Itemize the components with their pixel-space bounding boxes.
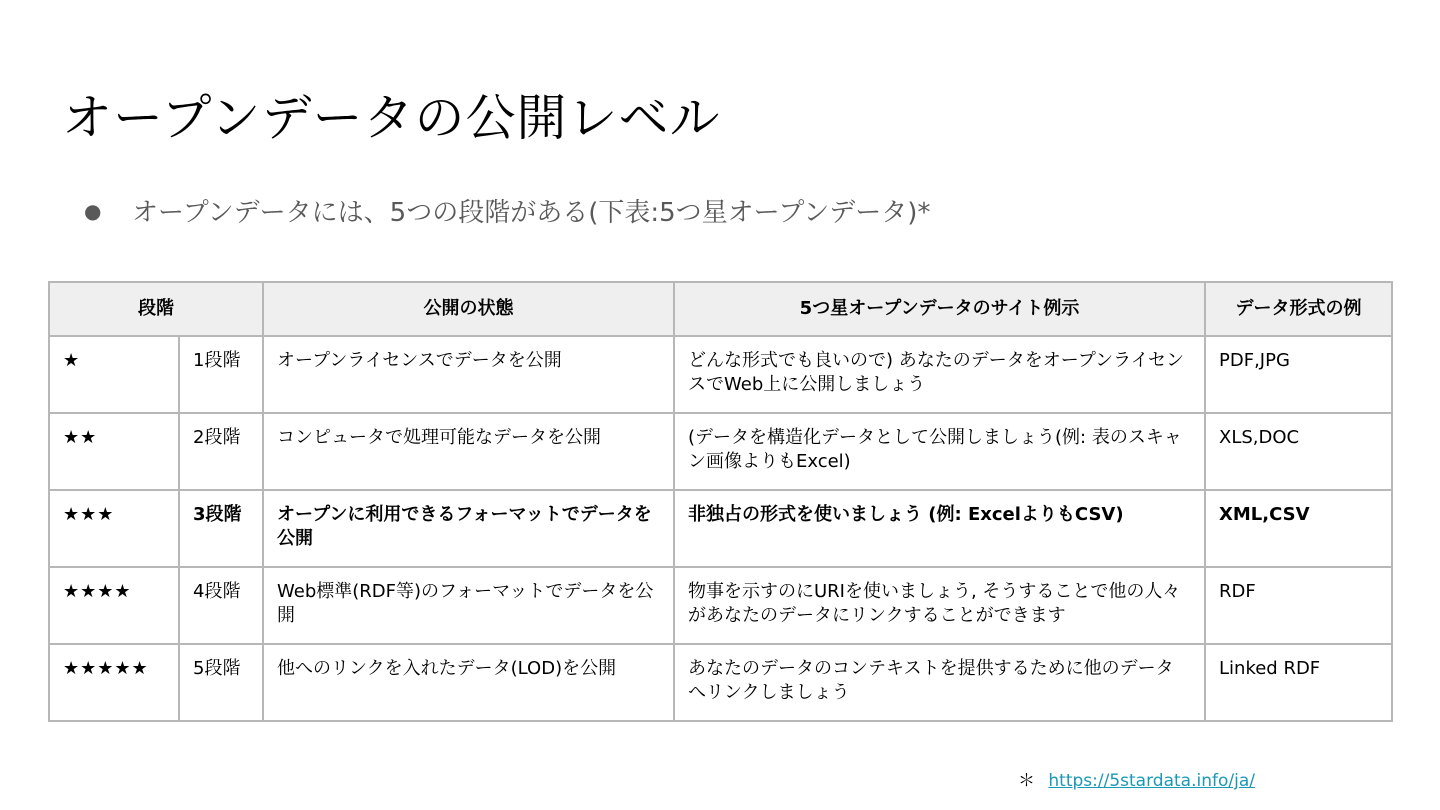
bullet-text: オープンデータには、5つの段階がある(下表:5つ星オープンデータ)* [132,198,931,228]
level-cell: 4段階 [179,567,263,644]
state-cell: オープンライセンスでデータを公開 [263,336,674,413]
level-cell: 2段階 [179,413,263,490]
example-cell: どんな形式でも良いので) あなたのデータをオープンライセンスでWeb上に公開しましょう [674,336,1205,413]
format-cell: RDF [1205,567,1392,644]
format-cell: XLS,DOC [1205,413,1392,490]
header-level: 段階 [49,282,263,336]
stars-cell: ★★★★★ [49,644,179,721]
state-cell: オープンに利用できるフォーマットでデータを公開 [263,490,674,567]
level-cell: 3段階 [179,490,263,567]
bullet-marker: ● [84,198,102,223]
example-cell: (データを構造化データとして公開しましょう(例: 表のスキャン画像よりもExcel) [674,413,1205,490]
header-state: 公開の状態 [263,282,674,336]
stars-cell: ★★★★ [49,567,179,644]
table-row [49,413,1392,490]
example-cell: 物事を示すのにURIを使いましょう, そうすることで他の人々があなたのデータにリンクすることができます [674,567,1205,644]
five-star-table [48,281,1393,722]
bullet-item [84,192,930,229]
table-row [49,567,1392,644]
table-row [49,336,1392,413]
header-example: 5つ星オープンデータのサイト例示 [674,282,1205,336]
footnote [1018,766,1255,791]
table-row [49,644,1392,721]
table-header-row [49,282,1392,336]
stars-cell: ★★ [49,413,179,490]
format-cell: PDF,JPG [1205,336,1392,413]
format-cell: Linked RDF [1205,644,1392,721]
level-cell: 5段階 [179,644,263,721]
footnote-marker: ＊ [1018,771,1035,791]
state-cell: コンピュータで処理可能なデータを公開 [263,413,674,490]
stars-cell: ★ [49,336,179,413]
state-cell: 他へのリンクを入れたデータ(LOD)を公開 [263,644,674,721]
stars-cell: ★★★ [49,490,179,567]
example-cell: 非独占の形式を使いましょう (例: ExcelよりもCSV) [674,490,1205,567]
table-row [49,490,1392,567]
source-link[interactable]: https://5stardata.info/ja/ [1048,771,1255,791]
page-title: オープンデータの公開レベル [62,89,721,147]
example-cell: あなたのデータのコンテキストを提供するために他のデータへリンクしましょう [674,644,1205,721]
header-format: データ形式の例 [1205,282,1392,336]
format-cell: XML,CSV [1205,490,1392,567]
level-cell: 1段階 [179,336,263,413]
state-cell: Web標準(RDF等)のフォーマットでデータを公開 [263,567,674,644]
